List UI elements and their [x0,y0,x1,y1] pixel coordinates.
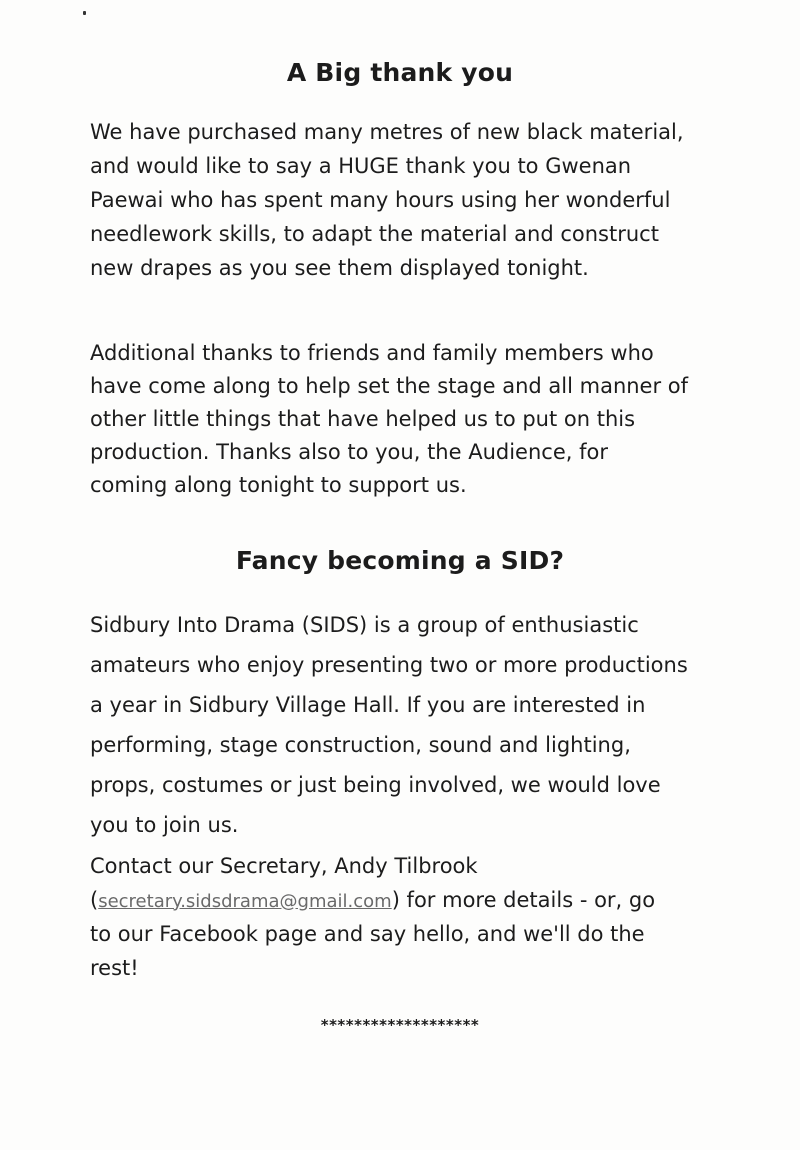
thank-you-paragraph-1: We have purchased many metres of new black material, and would like to say a HUGE thank you to Gwenan Paewai who has spent many hours using her wonderful needlework skills, to adapt the material and construct new drapes as you see them displayed tonight. [90,120,684,280]
scan-speck [83,11,86,15]
open-paren: ( [90,887,99,912]
thank-you-heading: A Big thank you [286,58,514,87]
contact-paragraph [90,850,730,985]
contact-rest: ) for more details - or, go to our Facebook page and say hello, and we'll do the rest! [90,887,656,980]
join-heading: Fancy becoming a SID? [235,546,565,575]
contact-line: Contact our Secretary, Andy Tilbrook [90,854,478,878]
star-divider: ******************* [320,1016,480,1034]
thank-you-paragraph-2: Additional thanks to friends and family members who have come along to help set the stage and all manner of other little things that have helped us to put on this production. Thanks also to you, the Audience, for coming along tonight to support us. [90,341,689,497]
email-link[interactable]: secretary.sidsdrama@gmail.com [98,890,392,912]
join-paragraph: Sidbury Into Drama (SIDS) is a group of enthusiastic amateurs who enjoy presenting two or more productions a year in Sidbury Village Hall. If you are interested in performing, stage construction, sound and lighting, props, costumes or just being involved, we would love you to join us. [90,613,688,837]
